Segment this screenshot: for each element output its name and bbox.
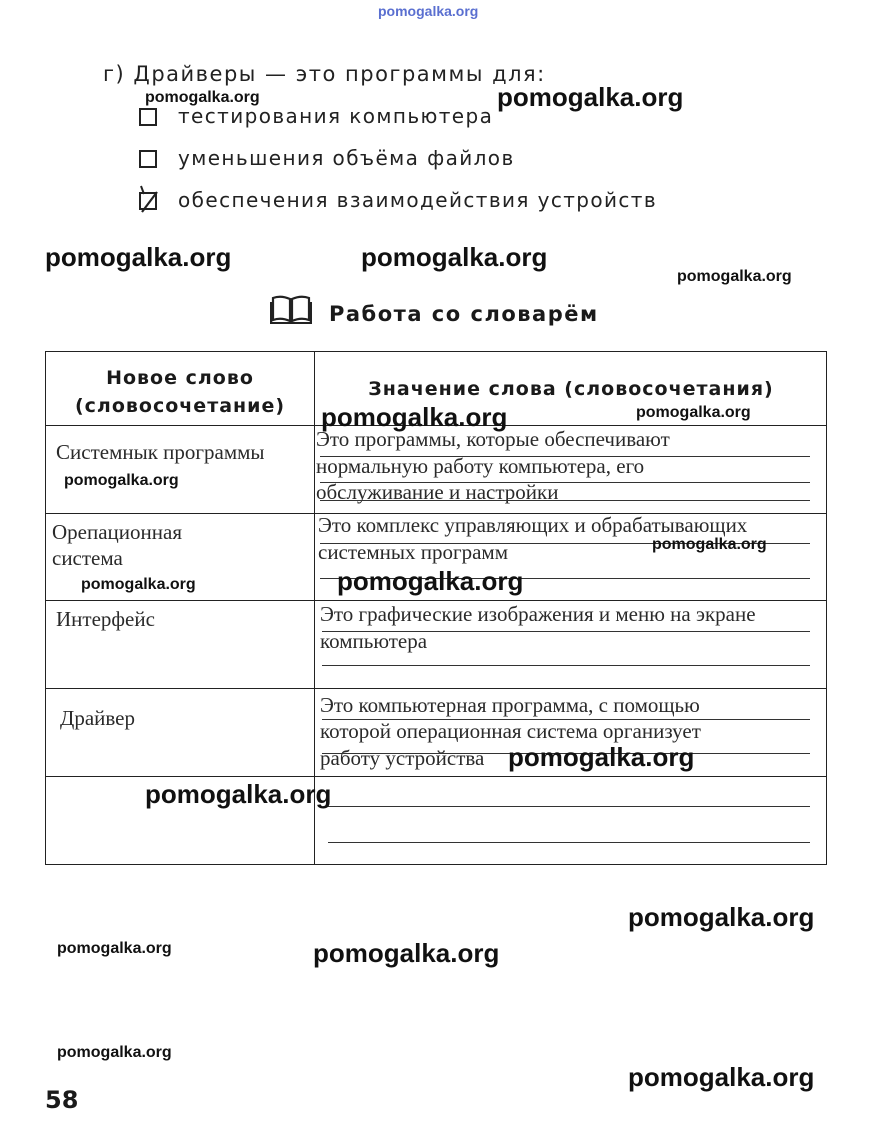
meaning-row-3-line-1: Это графические изображения и меню на экране [320,602,756,626]
watermark: pomogalka.org [145,779,332,809]
watermark: pomogalka.org [677,268,792,285]
meaning-row-4-line-1: Это компьютерная программа, с помощью [320,693,700,717]
meaning-row-2-line-1: Это комплекс управляющих и обрабатывающих [318,513,748,537]
watermark: pomogalka.org [636,404,751,421]
question-stem [103,62,546,86]
writing-line [328,806,810,807]
writing-line [322,719,810,720]
option-3-checkbox[interactable] [139,192,157,210]
option-1-checkbox[interactable] [139,108,157,126]
watermark: pomogalka.org [652,536,767,553]
column-header-term [46,364,314,420]
watermark-top: pomogalka.org [378,3,479,19]
page-number: 58 [45,1086,79,1114]
watermark: pomogalka.org [508,742,695,772]
watermark: pomogalka.org [628,902,815,932]
meaning-row-2-line-2: системных программ [318,540,509,564]
term-row-2-line-1: Орепационная [52,520,182,544]
writing-line [322,631,810,632]
section-title: Работа со словарём [329,302,599,326]
watermark: pomogalka.org [313,938,500,968]
column-header-term-line2: (словосочетание) [74,395,286,417]
watermark: pomogalka.org [45,242,232,272]
watermark: pomogalka.org [57,940,172,957]
writing-line [320,500,810,501]
meaning-row-1-line-1: Это программы, которые обеспечивают [316,427,670,451]
watermark: pomogalka.org [81,576,196,593]
term-row-2-line-2: система [52,546,123,570]
option-2-label: уменьшения объёма файлов [178,146,515,170]
question-text: Драйверы — это программы для: [133,62,546,86]
writing-line [328,842,810,843]
term-row-3: Интерфейс [56,607,155,631]
row-divider [46,600,826,601]
option-3-label: обеспечения взаимодействия устройств [178,188,658,212]
watermark: pomogalka.org [361,242,548,272]
meaning-row-1-line-3: обслуживание и настройки [316,480,559,504]
term-row-4: Драйвер [60,706,135,730]
column-header-term-line1: Новое слово [106,367,254,389]
writing-line [320,456,810,457]
watermark: pomogalka.org [321,402,508,432]
writing-line [320,482,810,483]
watermark: pomogalka.org [64,472,179,489]
meaning-row-4-line-3: работу устройства [320,746,485,770]
checkmark-icon [137,180,163,214]
meaning-row-1-line-2: нормальную работу компьютера, его [316,454,645,478]
column-header-meaning: Значение слова (словосочетания) [368,378,774,400]
watermark: pomogalka.org [497,82,684,112]
meaning-row-3-line-2: компьютера [320,629,428,653]
book-icon [270,294,312,324]
watermark: pomogalka.org [337,566,524,596]
meaning-row-4-line-2: которой операционная система организует [320,719,701,743]
row-divider [46,776,826,777]
watermark: pomogalka.org [628,1062,815,1092]
writing-line [322,665,810,666]
watermark: pomogalka.org [57,1044,172,1061]
watermark: pomogalka.org [145,89,260,106]
option-1-label: тестирования компьютера [178,104,494,128]
term-row-1: Системнык программы [56,440,265,464]
row-divider [46,688,826,689]
question-label: г) [103,62,126,86]
option-2-checkbox[interactable] [139,150,157,168]
